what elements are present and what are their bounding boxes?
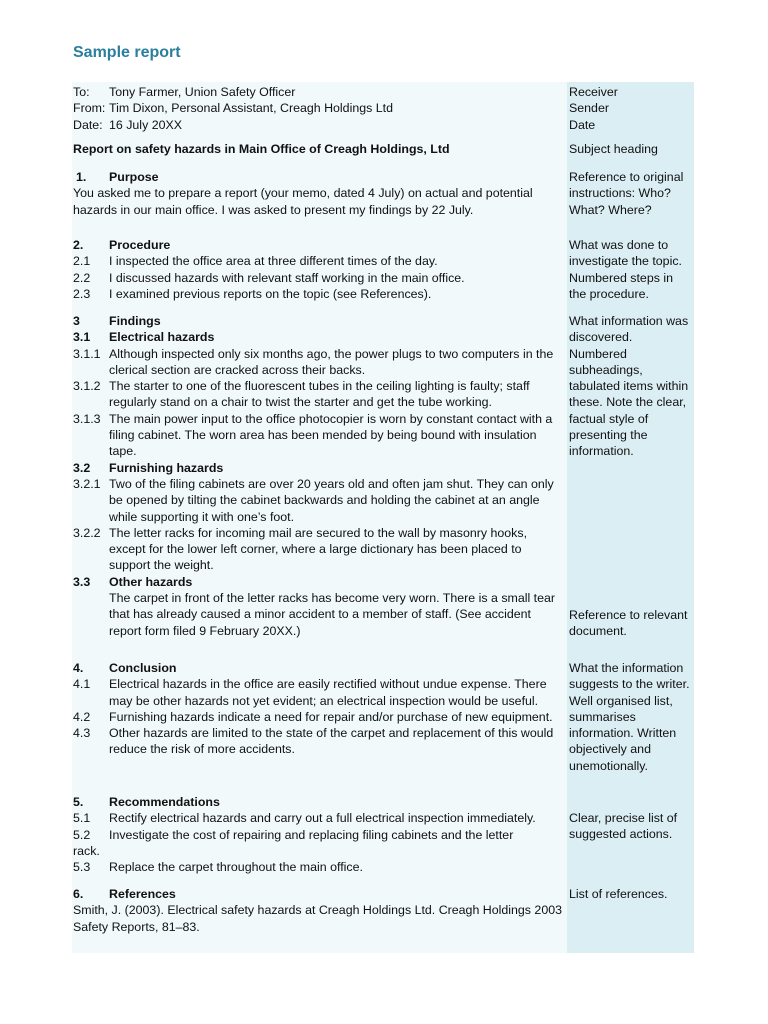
date-value: 16 July 20XX [109,117,183,132]
references-text: Smith, J. (2003). Electrical safety hazards at Creagh Holdings Ltd. Creagh Holdings 2003 Safety Reports, 81–83. [73,903,562,934]
purpose-number: 1. [76,170,87,184]
other-number: 3.3 [73,574,91,589]
section-conclusion [73,660,565,758]
memo-header [73,84,565,133]
purpose-heading: Purpose [109,170,159,184]
recommendation-wrap: rack. [73,843,100,858]
list-item: 2.1 I inspected the office area at three different times of the day. [73,254,438,269]
from-value: Tim Dixon, Personal Assistant, Creagh Holdings Ltd [109,101,393,116]
list-item: 5.2 Investigate the cost of repairing and replacing filing cabinets and the letter [73,827,514,842]
note-recommendations: Clear, precise list of suggested actions. [569,811,678,842]
list-item: 3.1.3 The main power input to the office photocopier is worn by constant contact with a filing cabinet. The worn area has been mended by being bound with insulation tape. [73,411,553,459]
note-purpose: Reference to original instructions: Who? What? Where? [569,170,684,217]
note-findings: What information was discovered. Numbered subheadings, tabulated items within these. Note the clear, factual style of presenting the information. [569,314,689,459]
references-number: 6. [73,887,84,901]
list-item: 3.1.1 Although inspected only six months ago, the power plugs to two computers in the clerical section are cracked across their backs. [73,346,554,377]
section-references [73,886,565,935]
to-label: To: [73,85,90,99]
list-item: 2.2 I discussed hazards with relevant staff working in the main office. [73,270,465,285]
to-value: Tony Farmer, Union Safety Officer [109,85,296,99]
electrical-heading: Electrical hazards [109,330,215,345]
note-date: Date [569,118,596,132]
recommendations-heading: Recommendations [109,795,220,809]
other-heading: Other hazards [109,574,193,589]
date-label: Date: [73,117,103,132]
list-item: 5.3 Replace the carpet throughout the main office. [73,860,363,875]
page-title: Sample report [73,44,181,61]
list-item: 4.1 Electrical hazards in the office are easily rectified without undue expense. There may be other hazards not yet evident; an electrical inspection would be useful. [73,677,547,708]
conclusion-heading: Conclusion [109,661,177,675]
recommendations-number: 5. [73,795,84,809]
note-references: List of references. [569,887,668,901]
findings-number: 3 [73,314,80,328]
electrical-number: 3.1 [73,330,91,345]
other-text: The carpet in front of the letter racks has become very worn. There is a small tear that has already caused a minor accident to a member of staff. (See accident report form filed 9 February 20XX.) [109,591,556,638]
from-label: From: [73,101,106,116]
list-item: 5.1 Rectify electrical hazards and carry out a full electrical inspection immediately. [73,811,536,826]
section-recommendations [73,794,565,875]
list-item: 4.2 Furnishing hazards indicate a need for repair and/or purchase of new equipment. [73,709,553,724]
section-procedure [73,237,565,302]
list-item: 3.2.2 The letter racks for incoming mail are secured to the wall by masonry hooks, except for the lower left corner, where a large dictionary has been placed to support the weight. [73,525,528,573]
note-reference-document: Reference to relevant document. [569,608,688,639]
section-purpose [73,169,565,218]
note-receiver: Receiver [569,85,618,99]
note-conclusion: What the information suggests to the writer. Well organised list, summarises information. Written objectively and unemotionally. [569,661,690,773]
references-heading: References [109,887,176,901]
list-item: 3.2.1 Two of the filing cabinets are over 20 years old and often jam shut. They can only be opened by tilting the cabinet backwards and holding the cabinet at an angle while supporting it with one’s foot. [73,476,554,524]
list-item: 4.3 Other hazards are limited to the state of the carpet and replacement of this would reduce the risk of more accidents. [73,726,554,757]
list-item: 2.3 I examined previous reports on the topic (see References). [73,286,432,301]
report-subject: Report on safety hazards in Main Office of Creagh Holdings, Ltd [73,142,450,156]
furnishing-number: 3.2 [73,460,91,475]
note-procedure: What was done to investigate the topic. Numbered steps in the procedure. [569,238,682,301]
purpose-text: You asked me to prepare a report (your memo, dated 4 July) on actual and potential hazards in our main office. I was asked to present my findings by 22 July. [73,186,533,217]
conclusion-number: 4. [73,661,84,675]
note-sender: Sender [569,101,609,115]
list-item [73,590,565,639]
findings-heading: Findings [109,314,161,328]
section-findings [73,313,565,639]
procedure-heading: Procedure [109,238,171,252]
furnishing-heading: Furnishing hazards [109,460,224,475]
list-item: 3.1.2 The starter to one of the fluorescent tubes in the ceiling lighting is faulty; staff regularly stand on a chair to twist the starter and get the tube working. [73,379,530,410]
note-subject-heading: Subject heading [569,142,658,156]
procedure-number: 2. [73,238,84,252]
